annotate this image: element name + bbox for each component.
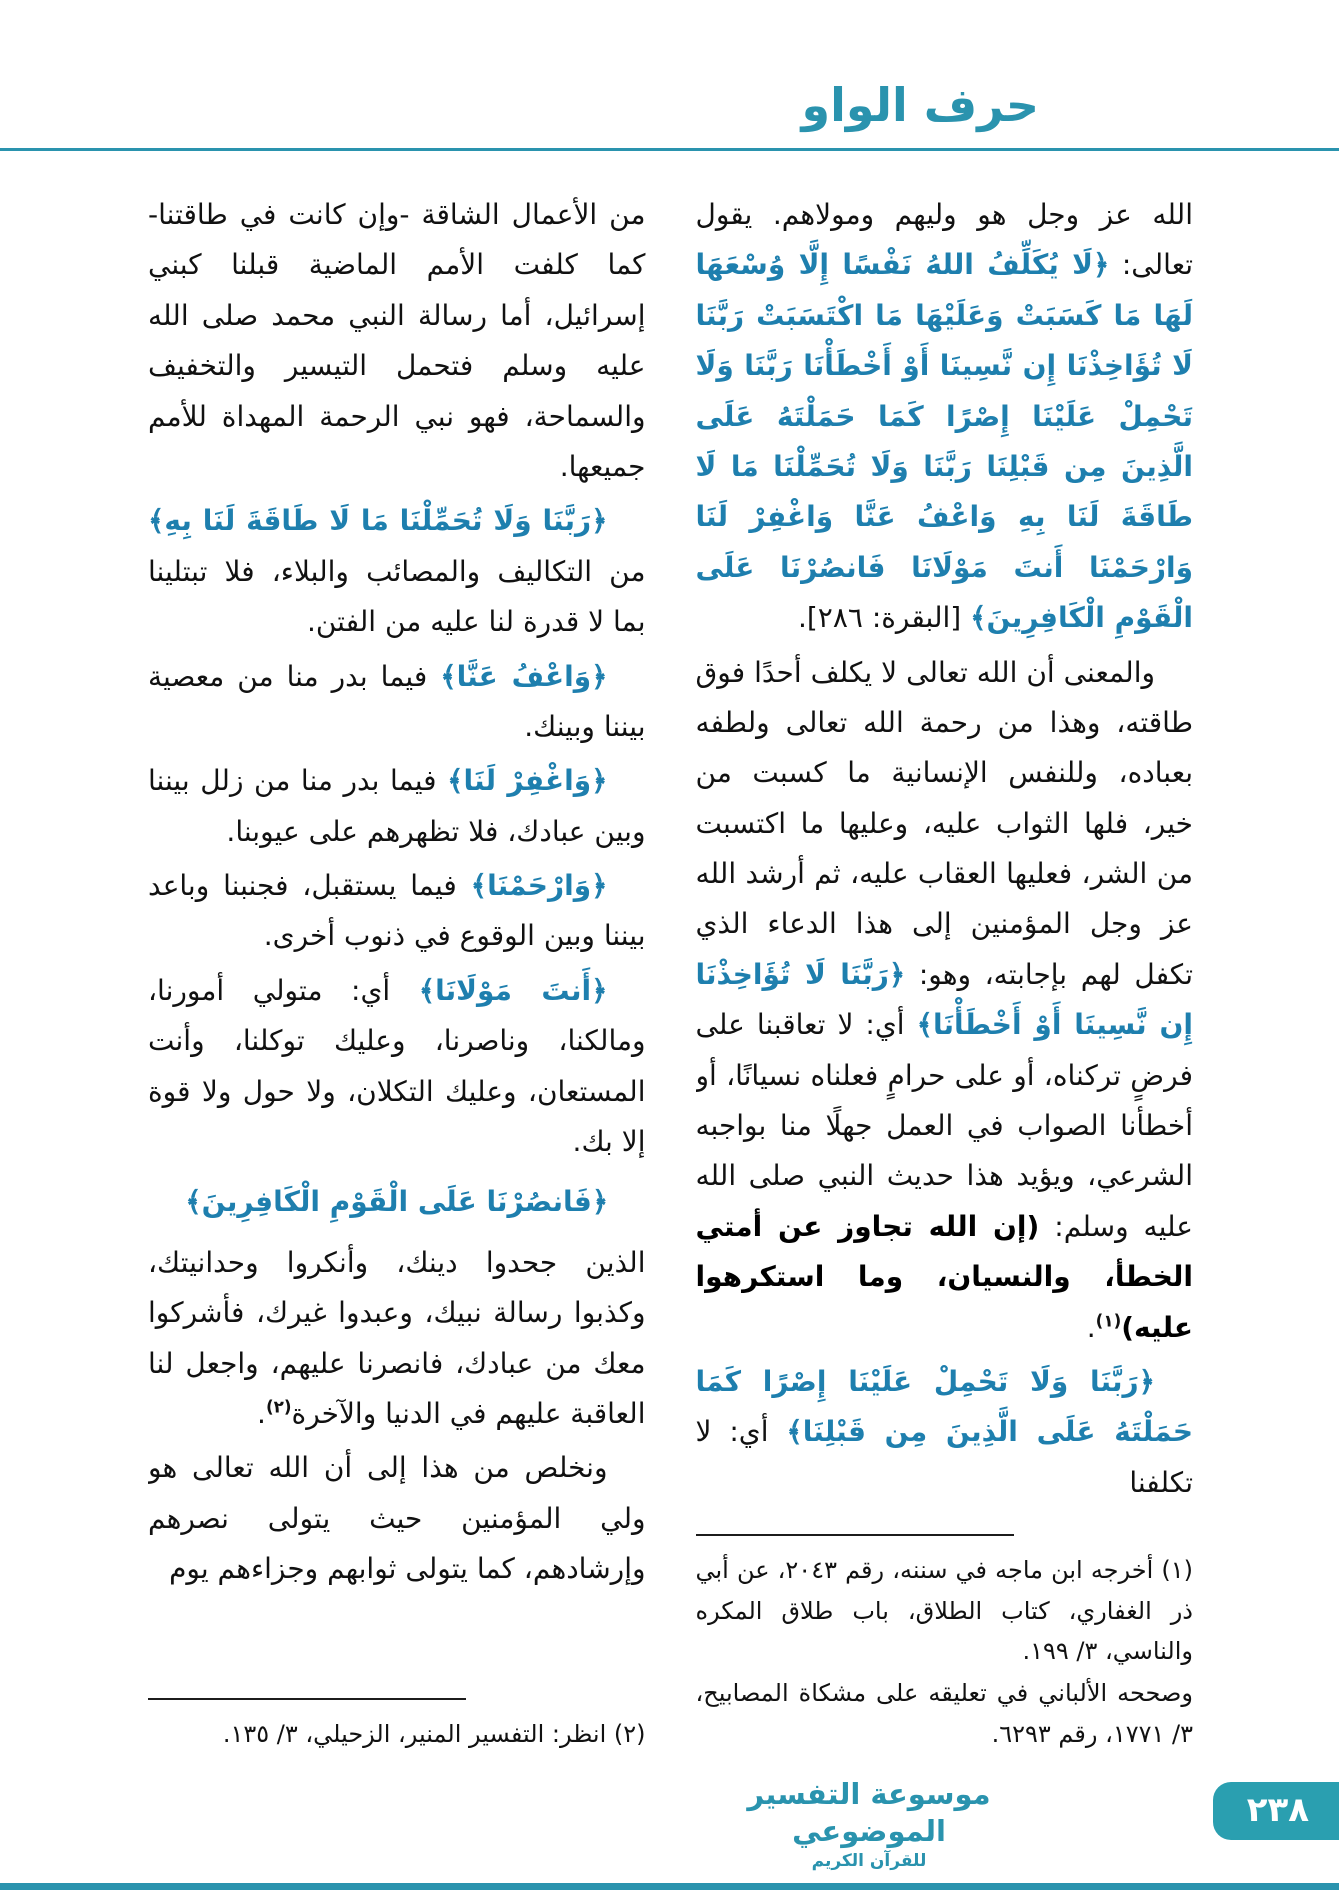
body-text: ونخلص من هذا إلى أن الله تعالى هو ولي المؤمنين حيث يتولى نصرهم وإرشادهم، كما يتولى ثوابهم وجزاءهم يوم xyxy=(148,1451,646,1586)
paragraph xyxy=(148,1443,646,1594)
body-text: والمعنى أن الله تعالى لا يكلف أحدًا فوق طاقته، وهذا من رحمة الله تعالى ولطفه بعباده، وللنفس الإنسانية ما كسبت من خير، فلها الثواب عليه، وعليها ما اكتسبت من الشر، فعليها العقاب عليه، ثم أرشد الله عز وجل المؤمنين إلى هذا الدعاء الذي تكفل لهم بإجابته، وهو: xyxy=(695,655,1193,991)
quran-verse: ﴿رَبَّنَا لَا تُؤَاخِذْنَا إِن نَّسِينَا أَوْ أَخْطَأْنَا﴾ xyxy=(695,957,1193,1042)
hadith-text: (إن الله تجاوز عن أمتي الخطأ، والنسيان، وما استكرهوا عليه) xyxy=(695,1209,1193,1344)
body-text: أي: متولي أمورنا، ومالكنا، وناصرنا، وعليك توكلنا، وأنت المستعان، وعليك التكلان، ولا حول ولا قوة إلا بك. xyxy=(148,973,646,1159)
paragraph xyxy=(148,966,646,1168)
quran-verse: ﴿رَبَّنَا وَلَا تُحَمِّلْنَا مَا لَا طَاقَةَ لَنَا بِهِ﴾ xyxy=(148,504,608,538)
footnote-divider xyxy=(696,1534,1014,1536)
column-right-text xyxy=(696,190,1194,1512)
body-text: الله عز وجل هو وليهم ومولاهم. يقول تعالى: xyxy=(695,198,1193,282)
publisher-logo-subtitle: للقرآن الكريم xyxy=(811,1850,927,1871)
body-text: فيما يستقبل، فجنبنا وباعد بيننا وبين الوقوع في ذنوب أخرى. xyxy=(148,869,646,953)
paragraph xyxy=(696,190,1194,644)
quran-verse: ﴿أَنتَ مَوْلَانَا﴾ xyxy=(418,973,608,1007)
footnote: (٢) انظر: التفسير المنير، الزحيلي، ٣/ ١٣٥. xyxy=(222,1719,646,1748)
chapter-heading: حرف الواو xyxy=(801,78,1039,132)
column-right-footnotes xyxy=(696,1524,1194,1756)
body-text: فيما بدر منا من زلل بيننا وبين عبادك، فلا تظهرهم على عيوبنا. xyxy=(148,764,646,848)
footnote-list xyxy=(696,1550,1194,1754)
page-number: ٢٣٨ xyxy=(1246,1790,1309,1830)
quran-verse: ﴿رَبَّنَا وَلَا تَحْمِلْ عَلَيْنَا إِصْرًا كَمَا حَمَلْتَهُ عَلَى الَّذِينَ مِن قَبْلِنَا﴾ xyxy=(695,1364,1193,1449)
paragraph xyxy=(148,756,646,857)
quran-verse: ﴿لَا يُكَلِّفُ اللهُ نَفْسًا إِلَّا وُسْعَهَا لَهَا مَا كَسَبَتْ وَعَلَيْهَا مَا اكْتَسَبَتْ رَبَّنَا لَا تُؤَاخِذْنَا إِن نَّسِينَا أَوْ أَخْطَأْنَا رَبَّنَا وَلَا تَحْمِلْ عَلَيْنَا إِصْرًا كَمَا حَمَلْتَهُ عَلَى الَّذِينَ مِن قَبْلِنَا رَبَّنَا وَلَا تُحَمِّلْنَا مَا لَا طَاقَةَ لَنَا بِهِ وَاعْفُ عَنَّا وَاغْفِرْ لَنَا وَارْحَمْنَا أَنتَ مَوْلَانَا فَانصُرْنَا عَلَى الْقَوْمِ الْكَافِرِينَ﴾ xyxy=(695,248,1193,635)
paragraph xyxy=(696,648,1194,1353)
paragraph xyxy=(696,1357,1194,1508)
body-text: من التكاليف والمصائب والبلاء، فلا تبتلينا بما لا قدرة لنا عليه من الفتن. xyxy=(148,554,646,639)
body-text: . xyxy=(1086,1310,1096,1344)
header-divider xyxy=(0,148,1339,151)
paragraph xyxy=(148,1238,646,1440)
page-content xyxy=(148,190,1193,1756)
paragraph xyxy=(148,861,646,962)
footnote-marker: (٢) xyxy=(265,1396,292,1417)
footnote-list xyxy=(148,1714,646,1754)
publisher-logo xyxy=(739,1776,999,1872)
quran-verse: ﴿فَانصُرْنَا عَلَى الْقَوْمِ الْكَافِرِينَ﴾ xyxy=(185,1185,609,1219)
page-number-badge xyxy=(1213,1782,1339,1840)
paragraph xyxy=(148,652,646,753)
body-text: الذين جحدوا دينك، وأنكروا وحدانيتك، وكذبوا رسالة نبيك، وعبدوا غيرك، فأشركوا معك من عبادك، فانصرنا عليهم، واجعل لنا العاقبة عليهم في الدنيا والآخرة xyxy=(148,1245,646,1430)
publisher-logo-title: موسوعة التفسير الموضوعي xyxy=(747,1777,991,1848)
paragraph xyxy=(148,1177,646,1227)
footnote: وصححه الألباني في تعليقه على مشكاة المصابيح، ٣/ ١٧٧١، رقم ٦٢٩٣. xyxy=(695,1679,1193,1748)
column-left xyxy=(148,190,646,1756)
footnote-marker: (١) xyxy=(1095,1310,1122,1331)
quran-verse: ﴿وَارْحَمْنَا﴾ xyxy=(470,869,608,903)
paragraph xyxy=(148,496,646,647)
column-left-footnotes xyxy=(148,1688,646,1756)
paragraph xyxy=(148,190,646,492)
body-text: فيما بدر منا من معصية بيننا وبينك. xyxy=(148,659,646,743)
body-text: [البقرة: ٢٨٦]. xyxy=(797,601,971,635)
quran-verse: ﴿وَاعْفُ عَنَّا﴾ xyxy=(440,659,608,693)
body-text: أي: لا تكلفنا xyxy=(695,1415,1193,1499)
column-left-text xyxy=(148,190,646,1599)
bottom-edge-bar xyxy=(0,1883,1339,1890)
body-text: أي: لا تعاقبنا على فرضٍ تركناه، أو على حرامٍ فعلناه نسيانًا، أو أخطأنا الصواب في العمل جهلًا منا بواجبه الشرعي، ويؤيد هذا حديث النبي صلى الله عليه وسلم: xyxy=(695,1008,1193,1243)
body-text: من الأعمال الشاقة -وإن كانت في طاقتنا- كما كلفت الأمم الماضية قبلنا كبني إسرائيل، أما رسالة النبي محمد صلى الله عليه وسلم فتحمل التيسير والتخفيف والسماحة، فهو نبي الرحمة المهداة للأمم جميعها. xyxy=(148,198,646,483)
body-text: . xyxy=(257,1396,266,1430)
quran-verse: ﴿وَاغْفِرْ لَنَا﴾ xyxy=(447,764,608,798)
footnote: (١) أخرجه ابن ماجه في سننه، رقم ٢٠٤٣، عن أبي ذر الغفاري، كتاب الطلاق، باب طلاق المكره والناسي، ٣/ ١٩٩. xyxy=(695,1556,1193,1666)
footnote-divider xyxy=(148,1698,466,1700)
column-right xyxy=(696,190,1194,1756)
